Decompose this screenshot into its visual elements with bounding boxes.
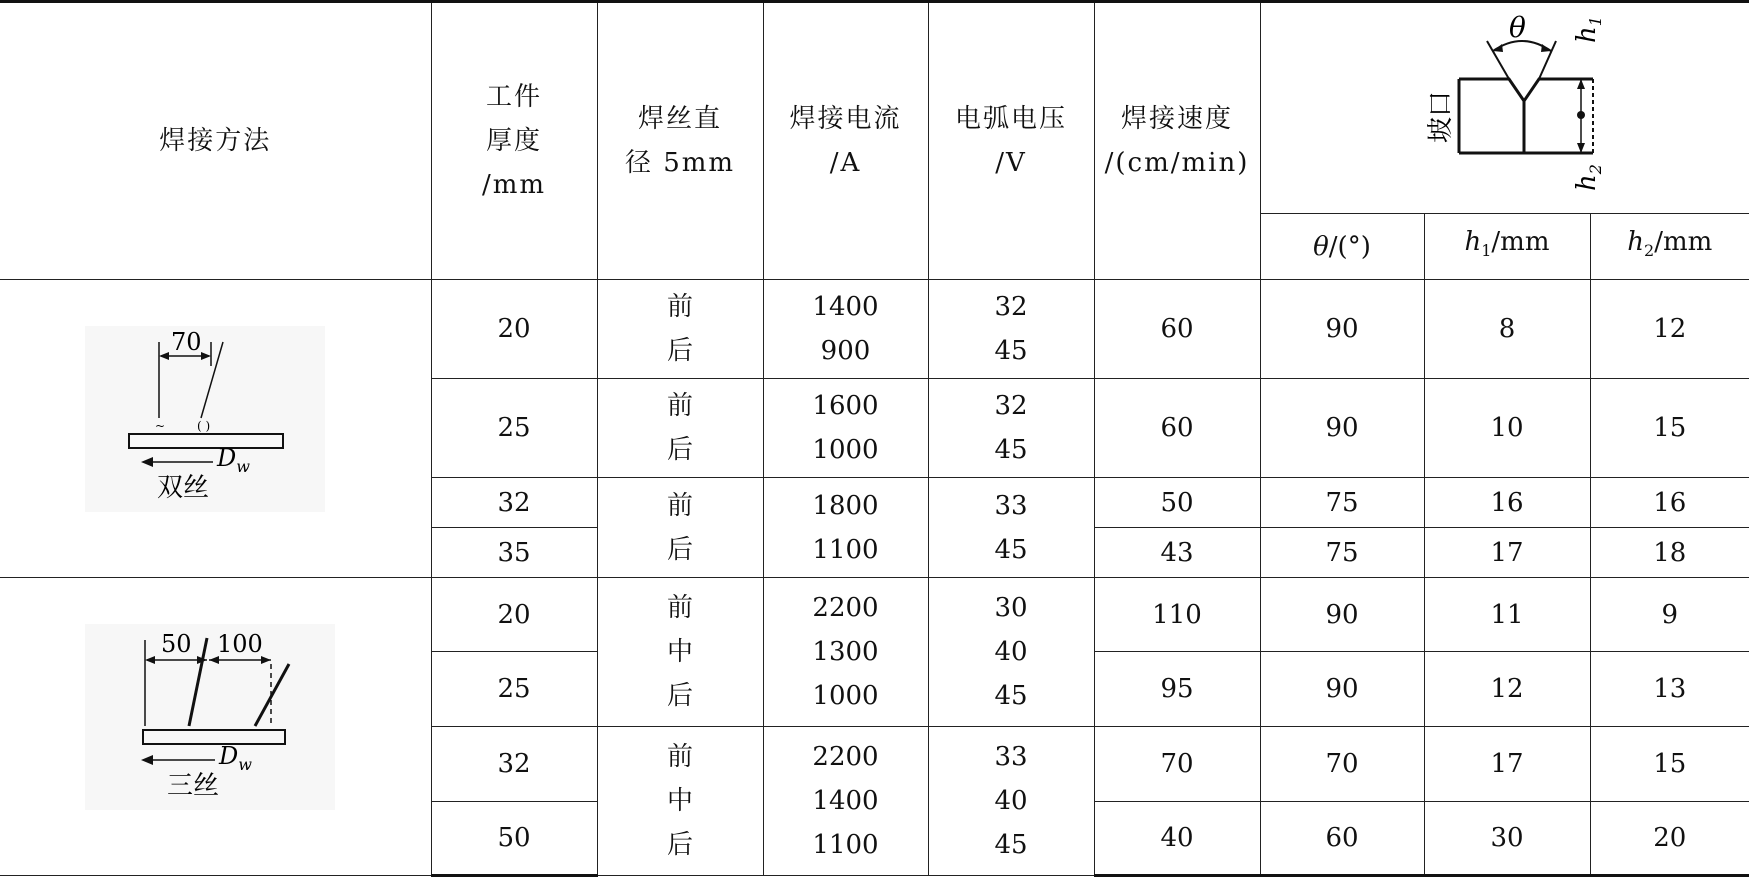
h1-label: $h_1$ xyxy=(1572,16,1605,43)
voltage-cell: 32 45 xyxy=(928,379,1094,478)
h2-cell: 20 xyxy=(1590,802,1749,876)
speed-cell: 43 xyxy=(1094,528,1260,578)
voltage-cell: 30 40 45 xyxy=(928,578,1094,727)
theta-cell: 90 xyxy=(1260,578,1424,652)
theta-cell: 60 xyxy=(1260,802,1424,876)
current-cell: 1800 1100 xyxy=(763,478,928,578)
h2-cell: 16 xyxy=(1590,478,1749,528)
current-cell: 2200 1300 1000 xyxy=(763,578,928,727)
twin-wire-diagram xyxy=(85,322,345,522)
table-row xyxy=(0,578,1749,652)
thickness-cell: 32 xyxy=(431,727,597,802)
triple-direction: $D_w$ xyxy=(218,742,252,774)
groove-diagram-cell xyxy=(1260,2,1749,214)
position-cell: 前 中 后 xyxy=(597,578,763,727)
svg-text:( ): ( ) xyxy=(197,419,210,433)
header-theta: θ/(°) xyxy=(1260,214,1424,280)
triple-spacing-1: 50 xyxy=(161,630,192,658)
method-twin-wire xyxy=(0,280,431,578)
theta-cell: 75 xyxy=(1260,478,1424,528)
position-cell: 前 后 xyxy=(597,280,763,379)
speed-cell: 50 xyxy=(1094,478,1260,528)
header-current: 焊接电流 /A xyxy=(763,2,928,280)
triple-wire-label: 三丝 xyxy=(167,771,219,801)
header-voltage: 电弧电压 /V xyxy=(928,2,1094,280)
header-thickness: 工件 厚度 /mm xyxy=(431,2,597,280)
h1-cell: 16 xyxy=(1424,478,1590,528)
h1-cell: 17 xyxy=(1424,727,1590,802)
thickness-cell: 25 xyxy=(431,652,597,727)
thickness-cell: 20 xyxy=(431,578,597,652)
h1-cell: 10 xyxy=(1424,379,1590,478)
position-cell: 前 后 xyxy=(597,478,763,578)
speed-cell: 95 xyxy=(1094,652,1260,727)
current-cell: 1600 1000 xyxy=(763,379,928,478)
speed-cell: 60 xyxy=(1094,379,1260,478)
theta-cell: 90 xyxy=(1260,280,1424,379)
h2-cell: 18 xyxy=(1590,528,1749,578)
header-h1: $h_1/mm$ xyxy=(1424,214,1590,280)
svg-text:~: ~ xyxy=(155,419,165,433)
current-cell: 2200 1400 1100 xyxy=(763,727,928,876)
h2-cell: 13 xyxy=(1590,652,1749,727)
h2-label: $h_2$ xyxy=(1572,164,1605,191)
thickness-cell: 35 xyxy=(431,528,597,578)
twin-spacing: 70 xyxy=(171,328,202,356)
h1-cell: 12 xyxy=(1424,652,1590,727)
speed-cell: 70 xyxy=(1094,727,1260,802)
groove-label: 坡口 xyxy=(1426,91,1456,143)
voltage-cell: 33 45 xyxy=(928,478,1094,578)
thickness-cell: 25 xyxy=(431,379,597,478)
h1-cell: 11 xyxy=(1424,578,1590,652)
table-row xyxy=(0,280,1749,379)
position-cell: 前 后 xyxy=(597,379,763,478)
thickness-cell: 32 xyxy=(431,478,597,528)
speed-cell: 40 xyxy=(1094,802,1260,876)
twin-wire-label: 双丝 xyxy=(157,473,209,503)
header-speed: 焊接速度 /(cm/min) xyxy=(1094,2,1260,280)
twin-direction: $D_w$ xyxy=(216,444,250,476)
groove-top-edge xyxy=(1459,79,1593,101)
theta-label: θ xyxy=(1509,11,1526,44)
theta-cell: 75 xyxy=(1260,528,1424,578)
speed-cell: 110 xyxy=(1094,578,1260,652)
triple-spacing-2: 100 xyxy=(217,630,263,658)
speed-cell: 60 xyxy=(1094,280,1260,379)
h1-cell: 8 xyxy=(1424,280,1590,379)
method-triple-wire xyxy=(0,578,431,876)
header-wire-diameter: 焊丝直 径 5mm xyxy=(597,2,763,280)
h2-cell: 15 xyxy=(1590,379,1749,478)
thickness-cell: 50 xyxy=(431,802,597,876)
theta-cell: 90 xyxy=(1260,379,1424,478)
groove-diagram xyxy=(1261,3,1749,199)
theta-cell: 90 xyxy=(1260,652,1424,727)
h1-cell: 17 xyxy=(1424,528,1590,578)
voltage-cell: 33 40 45 xyxy=(928,727,1094,876)
h2-cell: 12 xyxy=(1590,280,1749,379)
header-method: 焊接方法 xyxy=(0,2,431,280)
position-cell: 前 中 后 xyxy=(597,727,763,876)
h2-cell: 15 xyxy=(1590,727,1749,802)
theta-cell: 70 xyxy=(1260,727,1424,802)
header-h2: $h_2/mm$ xyxy=(1590,214,1749,280)
h1-cell: 30 xyxy=(1424,802,1590,876)
triple-wire-diagram xyxy=(85,620,345,820)
thickness-cell: 20 xyxy=(431,280,597,379)
h2-cell: 9 xyxy=(1590,578,1749,652)
voltage-cell: 32 45 xyxy=(928,280,1094,379)
current-cell: 1400 900 xyxy=(763,280,928,379)
